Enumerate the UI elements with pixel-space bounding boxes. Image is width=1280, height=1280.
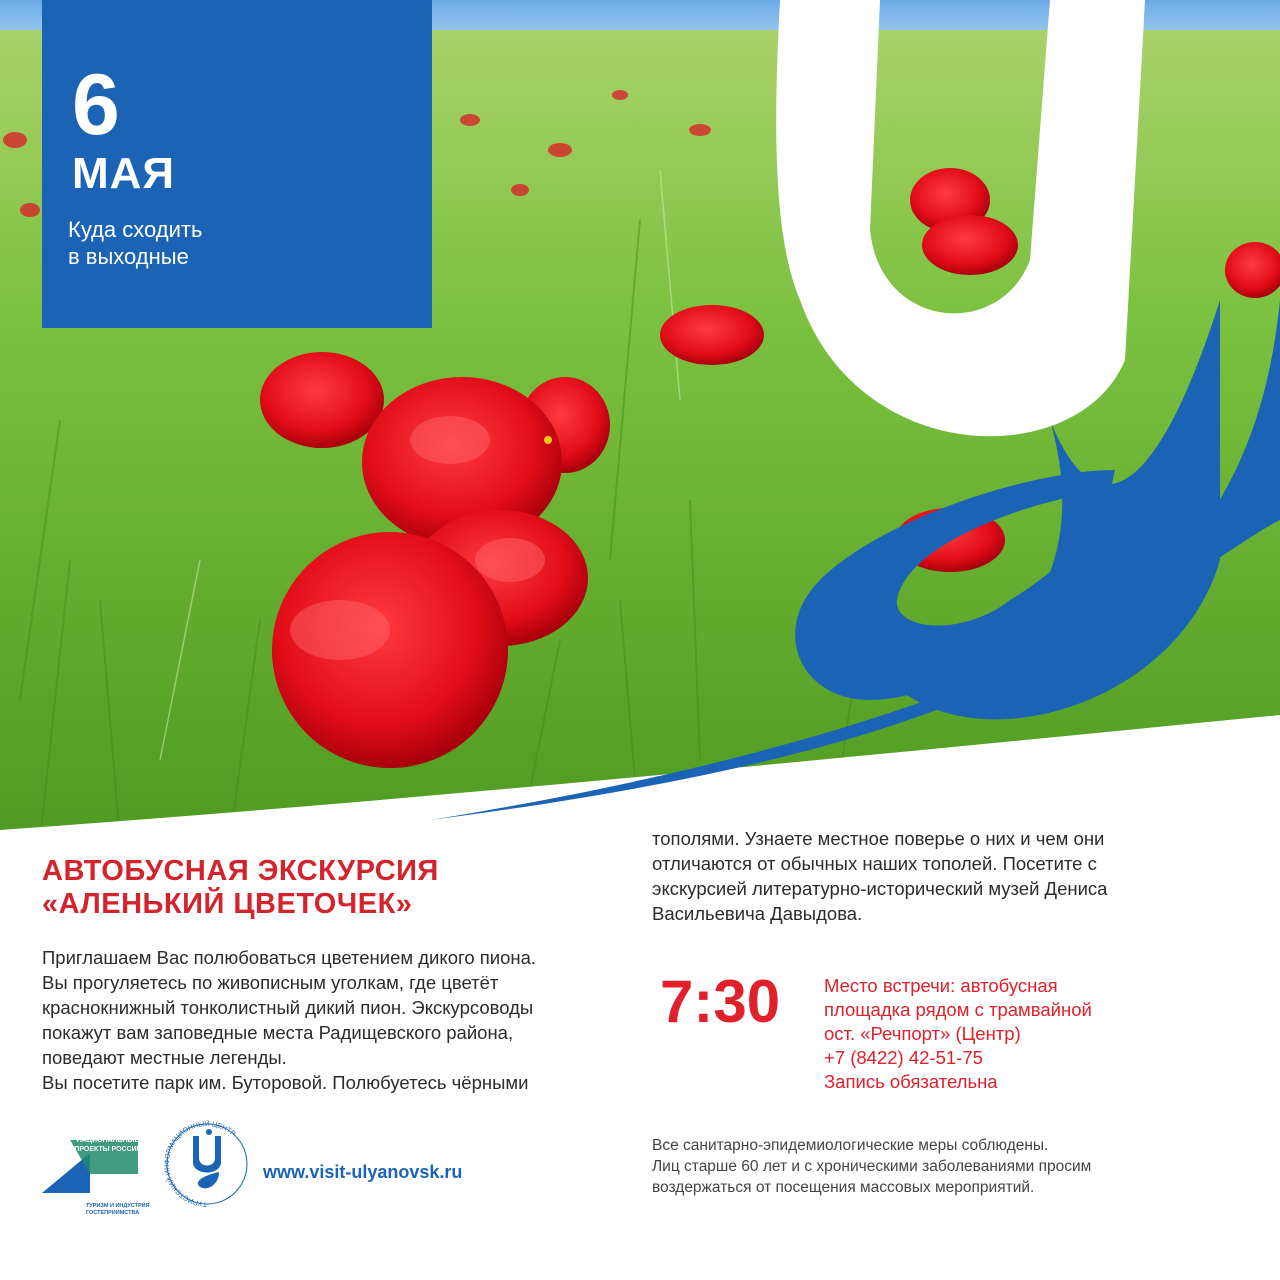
- description-line: Васильевича Давыдова.: [652, 903, 863, 924]
- description-line: Вы посетите парк им. Буторовой. Полюбуетесь чёрными: [42, 1072, 529, 1093]
- np-logo-title: НАЦИОНАЛЬНЫЕ ПРОЕКТЫ РОССИИ: [74, 1137, 142, 1153]
- website-link[interactable]: www.visit-ulyanovsk.ru: [263, 1162, 463, 1182]
- description-line: тополями. Узнаете местное поверье о них и чем они: [652, 828, 1105, 849]
- meeting-info: [824, 974, 1184, 1094]
- description-line: покажут вам заповедные места Радищевского района,: [42, 1022, 514, 1043]
- event-day: 6: [72, 57, 120, 153]
- banner-subtitle: [68, 216, 202, 270]
- national-projects-logo: [40, 1118, 150, 1216]
- title-line: АВТОБУСНАЯ ЭКСКУРСИЯ: [42, 855, 439, 887]
- sanitary-notice: [652, 1135, 1212, 1198]
- np-logo-caption: ТУРИЗМ И ИНДУСТРИЯ ГОСТЕПРИИМСТВА: [86, 1203, 150, 1216]
- notice-line: Лиц старше 60 лет и с хроническими заболеваниями просим: [652, 1158, 1092, 1175]
- description-line: отличаются от обычных наших тополей. Посетите с: [652, 853, 1097, 874]
- meeting-line: Место встречи: автобусная: [824, 975, 1058, 996]
- description-left: [42, 945, 632, 1095]
- notice-line: Все санитарно-эпидемиологические меры соблюдены.: [652, 1137, 1049, 1154]
- meeting-line: Запись обязательна: [824, 1071, 998, 1092]
- tic-logo-text: ТУРИСТСКИЙ ИНФОРМАЦИОННЫЙ ЦЕНТР: [163, 1120, 237, 1208]
- meeting-line: площадка рядом с трамвайной: [824, 999, 1092, 1020]
- tic-logo-shape: [163, 1120, 251, 1208]
- tourist-info-center-logo: [163, 1120, 251, 1208]
- event-month: МАЯ: [72, 149, 176, 198]
- event-time: 7:30: [660, 968, 781, 1035]
- description-right: [652, 826, 1212, 926]
- national-projects-logo-shape: [40, 1118, 150, 1198]
- description-line: поведают местные легенды.: [42, 1047, 287, 1068]
- phone-number[interactable]: +7 (8422) 42-51-75: [824, 1047, 983, 1068]
- subtitle-line: Куда сходить: [68, 217, 203, 242]
- notice-line: воздержаться от посещения массовых мероприятий.: [652, 1179, 1035, 1196]
- title-line: «АЛЕНЬКИЙ ЦВЕТОЧЕК»: [42, 888, 413, 920]
- meeting-line: ост. «Речпорт» (Центр): [824, 1023, 1021, 1044]
- description-line: Вы прогуляетесь по живописным уголкам, где цветёт: [42, 972, 499, 993]
- subtitle-line: в выходные: [68, 244, 189, 269]
- description-line: экскурсией литературно-исторический музей Дениса: [652, 878, 1108, 899]
- date-banner: [42, 0, 432, 328]
- event-title: [42, 855, 602, 921]
- description-line: краснокнижный тонколистный дикий пион. Экскурсоводы: [42, 997, 534, 1018]
- description-line: Приглашаем Вас полюбоваться цветением дикого пиона.: [42, 947, 537, 968]
